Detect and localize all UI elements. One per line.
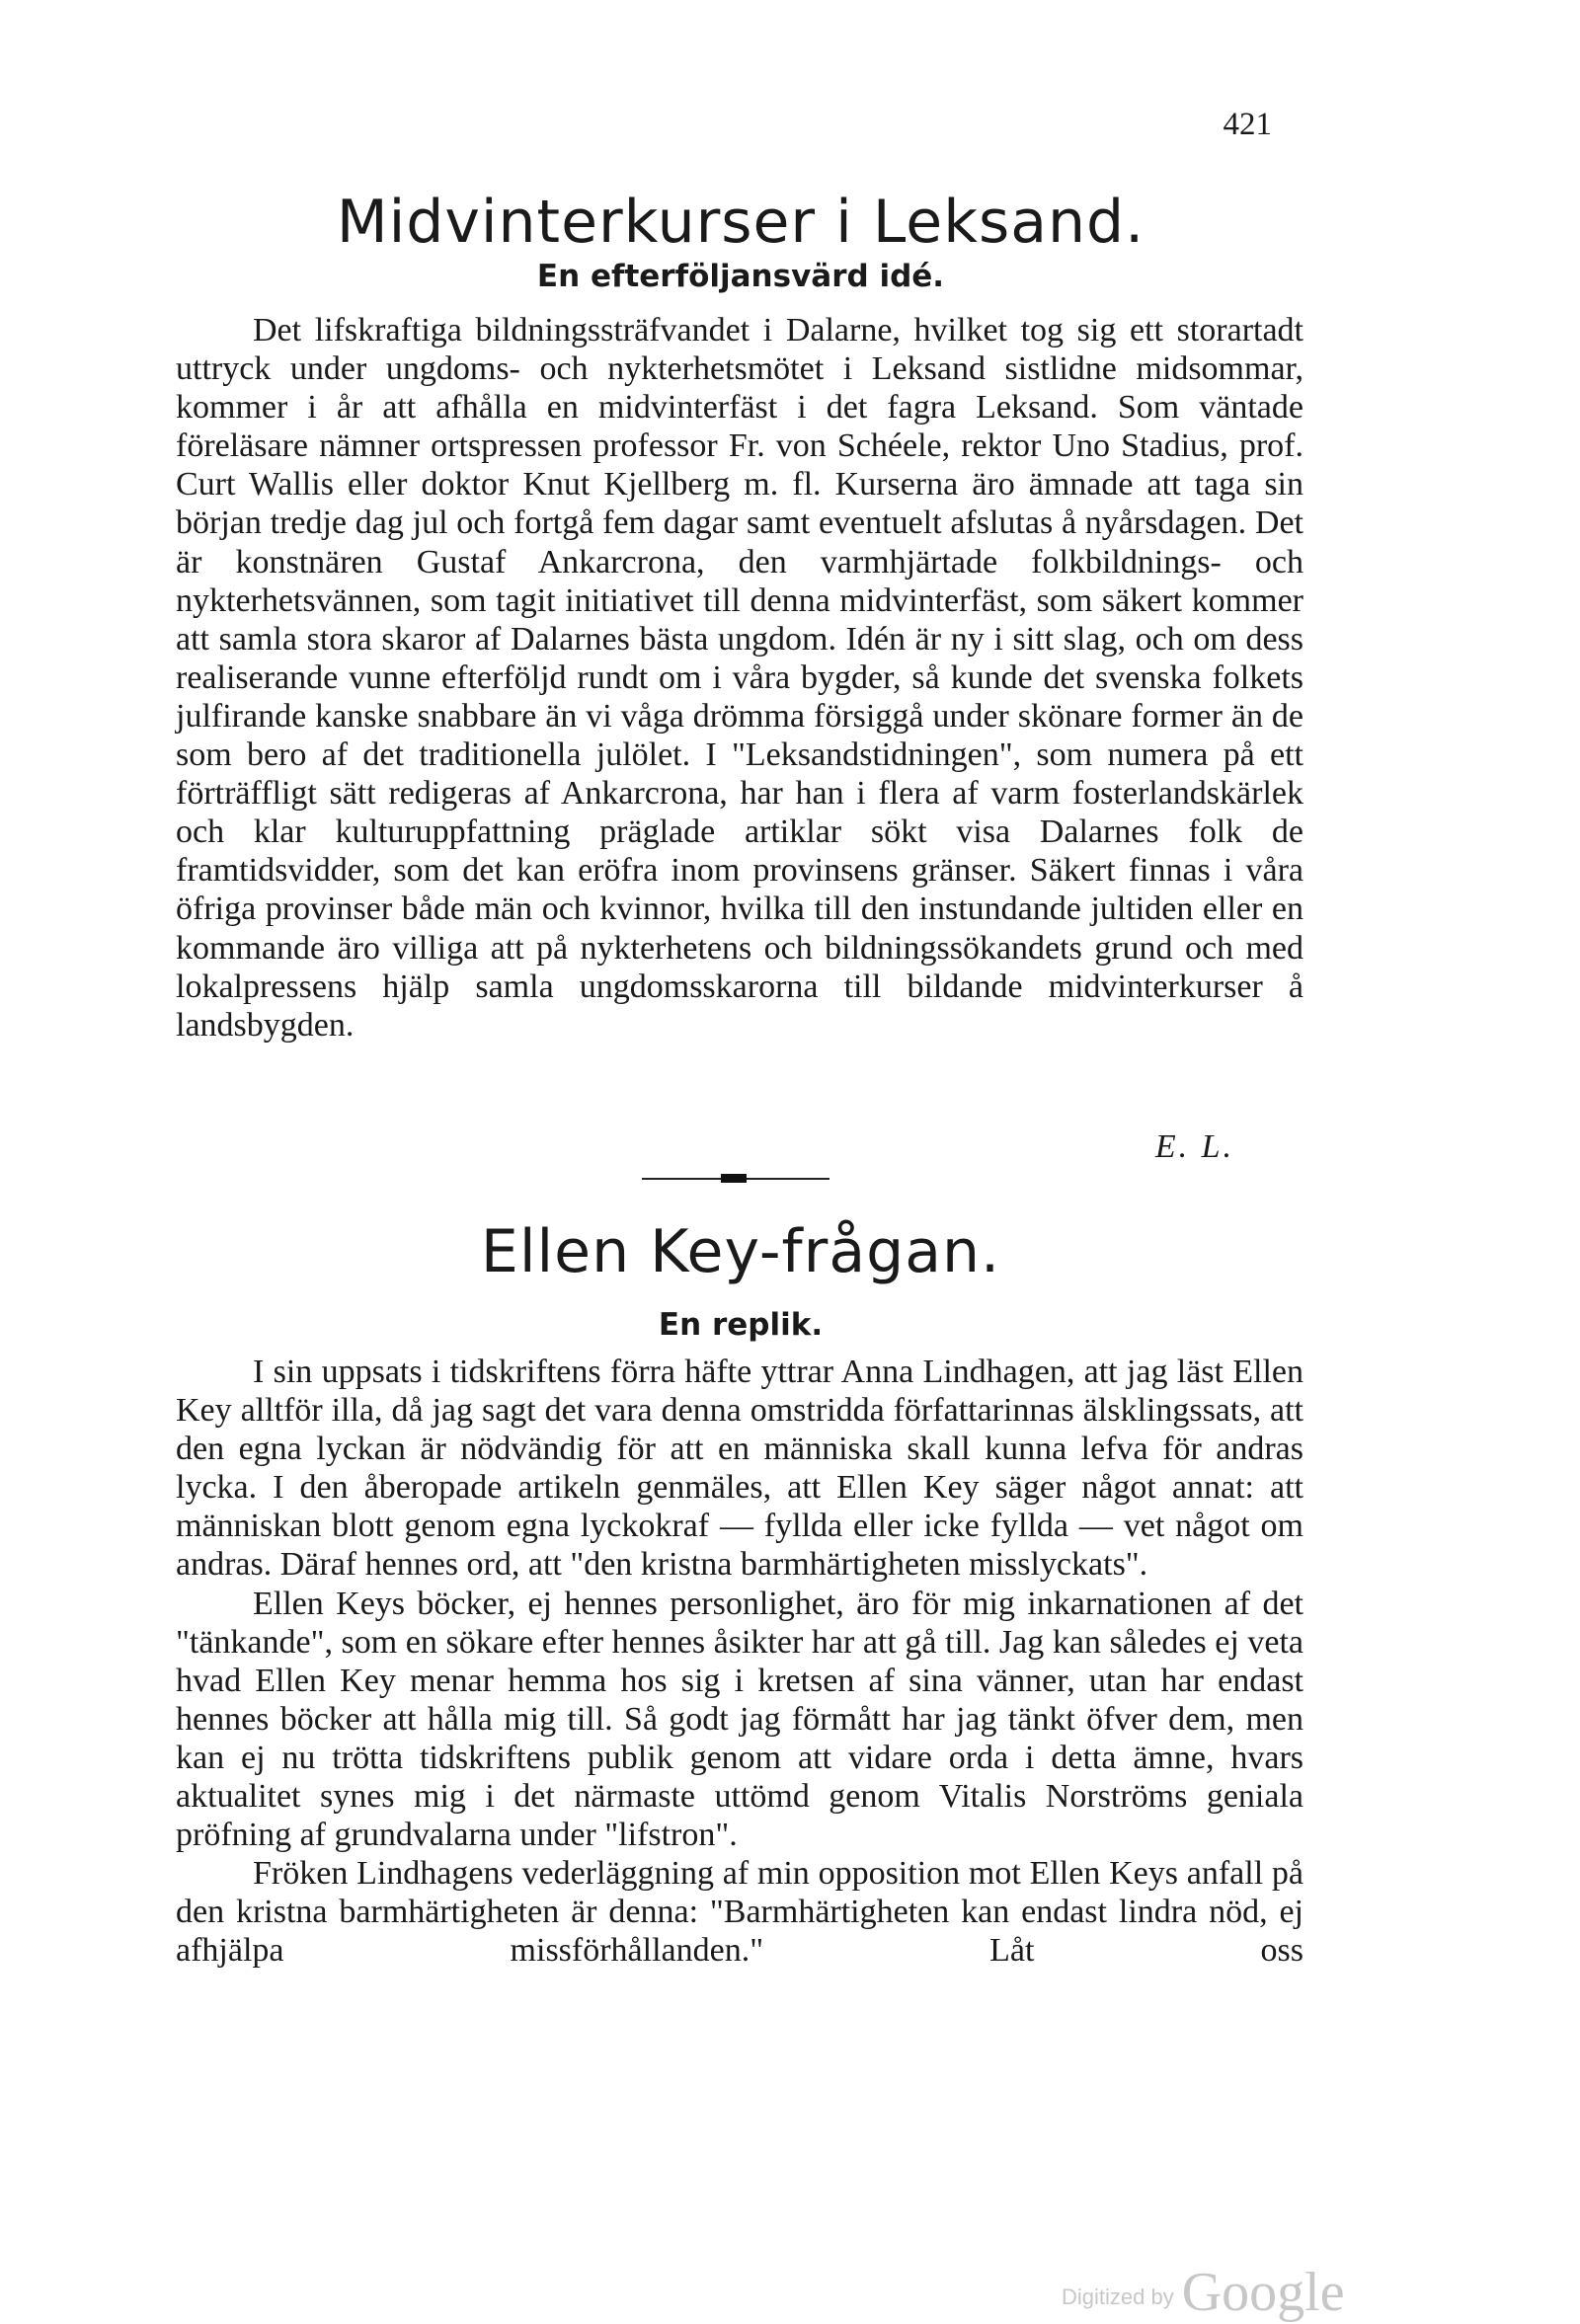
divider-ornament	[721, 1174, 747, 1183]
paragraph: Det lifskraftiga bildningssträfvandet i Dalarne, hvilket tog sig ett storartadt uttryck under ungdoms- och nykterhetsmötet i Leksand sistlidne midsommar, kommer i år att afhålla en midvinterfäst i det fagra Leksand. Som väntade föreläsare nämner ortspressen professor Fr. von Schéele, rektor Uno Stadius, prof. Curt Wallis eller doktor Knut Kjellberg m. fl. Kurserna äro ämnade att taga sin början tredje dag jul och fortgå fem dagar samt eventuelt afslutas å nyårsdagen. Det är konstnären Gustaf Ankarcrona, den varmhjärtade folkbildnings- och nykterhetsvännen, som tagit initiativet till denna midvinterfäst, som säkert kommer att samla stora skaror af Dalarnes bästa ungdom. Idén är ny i sitt slag, och om dess realiserande vunne efterföljd rundt om i våra bygder, så kunde det svenska folkets julfirande kanske snabbare än vi våga drömma försiggå under skönare former än de som bero af det traditionella julölet. I "Leksandstidningen", som numera på ett förträffligt sätt redigeras af Ankarcrona, har han i flera af varm fosterlandskärlek och klar kulturuppfattning präglade artiklar sökt visa Dalarnes folk de framtidsvidder, som det kan eröfra inom provinsens gränser. Säkert finnas i våra öfriga provinser både män och kvinnor, hvilka till den instundande jultiden eller en kommande äro villiga att på nykterhetens och bildningssökandets grund och med lokalpressens hjälp samla ungdomsskarorna till bildande midvinterkurser å landsbygden.	[176, 312, 1304, 1044]
google-logo: Google	[1181, 2262, 1345, 2323]
article-subtitle: En replik.	[658, 1307, 824, 1343]
paragraph: Fröken Lindhagens vederläggning af min opposition mot Ellen Keys anfall på den kristna barmhärtigheten är denna: "Barmhärtigheten kan endast lindra nöd, ej afhjälpa missförhållanden." Låt oss	[176, 1855, 1304, 1970]
paragraph: Ellen Keys böcker, ej hennes personlighet, äro för mig inkarnationen af det "tänkande", som en sökare efter hennes åsikter har att gå till. Jag kan således ej veta hvad Ellen Key menar hemma hos sig i kretsen af sina vänner, utan har endast hennes böcker att hålla mig till. Så godt jag förmått har jag tänkt öfver dem, men kan ej nu trötta tidskriftens publik genom att vidare orda i detta ämne, hvars aktualitet synes mig i det närmaste uttömd genom Vitalis Norströms geniala pröfning af grundvalarna under "lifstron".	[176, 1585, 1304, 1854]
page-number: 421	[1223, 107, 1272, 142]
author-signature: E. L.	[1154, 1128, 1234, 1165]
article-subtitle: En efterföljansvärd idé.	[536, 259, 945, 294]
article-body	[176, 311, 1304, 1045]
article-title: Midvinterkurser i Leksand.	[336, 188, 1146, 257]
watermark-text: Digitized by	[1062, 2285, 1174, 2309]
digitization-watermark	[1062, 2261, 1345, 2323]
paragraph: I sin uppsats i tidskriftens förra häfte yttrar Anna Lindhagen, att jag läst Ellen Key alltför illa, då jag sagt det vara denna omstridda författarinnas älsklingssats, att den egna lyckan är nödvändig för att en människa skall kunna lefva för andras lycka. I den åberopade artikeln genmäles, att Ellen Key säger något annat: att människan blott genom egna lyckokraf — fyllda eller icke fyllda — vet något om andras. Däraf hennes ord, att "den kristna barmhärtigheten misslyckats".	[176, 1354, 1304, 1584]
article-title: Ellen Key-frågan.	[480, 1217, 1001, 1286]
article-body	[176, 1353, 1304, 1971]
